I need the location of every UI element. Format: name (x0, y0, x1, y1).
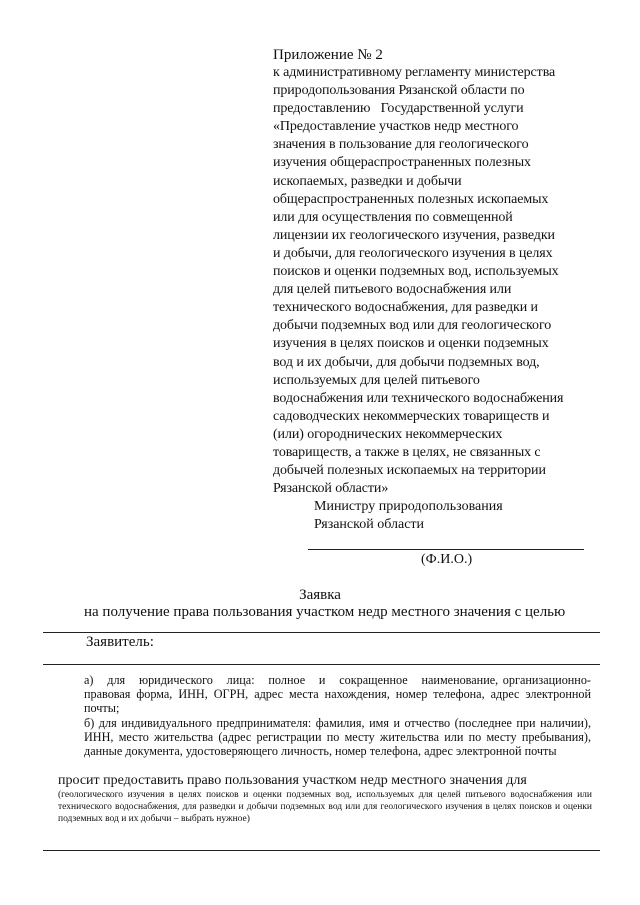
appendix-line: товариществ, а также в целях, не связанных с (273, 444, 541, 460)
appendix-line: добычи подземных вод или для геологического (273, 318, 552, 334)
applicant-label: Заявитель: (86, 634, 154, 650)
option-a-content: а) для юридического лица: полное и сокращенное наименование, организационно-правовая форма, ИНН, ОГРН, адрес места нахождения, номер телефона, адрес электронной почты; (84, 673, 595, 716)
appendix-line: Рязанской области» (273, 481, 389, 497)
appendix-line: или для осуществления по совмещенной (273, 209, 513, 225)
appendix-line: лицензии их геологического изучения, разведки (273, 227, 555, 243)
application-subtitle: на получение права пользования участком недр местного значения с целью (84, 604, 566, 620)
appendix-block (273, 46, 608, 498)
fio-underline (308, 549, 584, 550)
appendix-line: изучения в целях поисков и оценки подземных (273, 336, 549, 352)
appendix-line: «Предоставление участков недр местного (273, 119, 519, 135)
appendix-line: общераспространенных полезных ископаемых (273, 191, 549, 207)
appendix-line: добычей полезных ископаемых на территории (273, 463, 546, 479)
appendix-line: технического водоснабжения, для разведки и (273, 300, 538, 316)
addressee-line-1: Министру природопользования (314, 499, 503, 514)
option-b-content: б) для индивидуального предпринимателя: фамилия, имя и отчество (последнее при наличии), ИНН, место жительства (адрес регистрации по месту жительства или по месту пребывания), данные документа, удостоверяющего личность, номер телефона, адрес электронной почты (84, 716, 591, 759)
appendix-line: вод и их добычи, для добычи подземных вод, (273, 354, 540, 370)
appendix-line: садоводческих некоммерческих товариществ и (273, 408, 550, 424)
appendix-title: Приложение № 2 (273, 47, 383, 63)
addressee-line-2: Рязанской области (314, 517, 425, 532)
addressee-block (314, 498, 503, 534)
appendix-line: к административному регламенту министерства (273, 65, 556, 80)
appendix-line: и добычи, для геологического изучения в целях (273, 245, 553, 261)
option-b-text (58, 716, 591, 759)
request-text: просит предоставить право пользования участком недр местного значения для (58, 773, 527, 788)
appendix-line: природопользования Рязанской области по (273, 83, 525, 99)
applicant-fill-line (43, 664, 600, 665)
appendix-line: (или) огороднических некоммерческих (273, 426, 503, 442)
appendix-line: используемых для целей питьевого (273, 372, 480, 388)
fio-caption: (Ф.И.О.) (421, 552, 473, 567)
appendix-line: поисков и оценки подземных вод, используемых (273, 264, 559, 280)
appendix-line: значения в пользование для геологического (273, 137, 529, 153)
purpose-choice-line (43, 850, 600, 851)
appendix-line: изучения общераспространенных полезных (273, 155, 531, 171)
appendix-line: ископаемых, разведки и добычи (273, 173, 462, 189)
purpose-note: (геологического изучения в целях поисков и оценки подземных вод, используемых для целей питьевого водоснабжения или технического водоснабжения, для разведки и добычи подземных вод или для геологического изучения в целях поисков и оценки подземных вод и их добычи – выбрать нужное) (58, 790, 592, 824)
option-a-text (58, 673, 595, 716)
appendix-line: водоснабжения или технического водоснабжения (273, 390, 564, 406)
appendix-line: предоставлению Государственной услуги (273, 101, 524, 117)
application-title: Заявка (299, 587, 341, 603)
appendix-line: для целей питьевого водоснабжения или (273, 282, 512, 298)
